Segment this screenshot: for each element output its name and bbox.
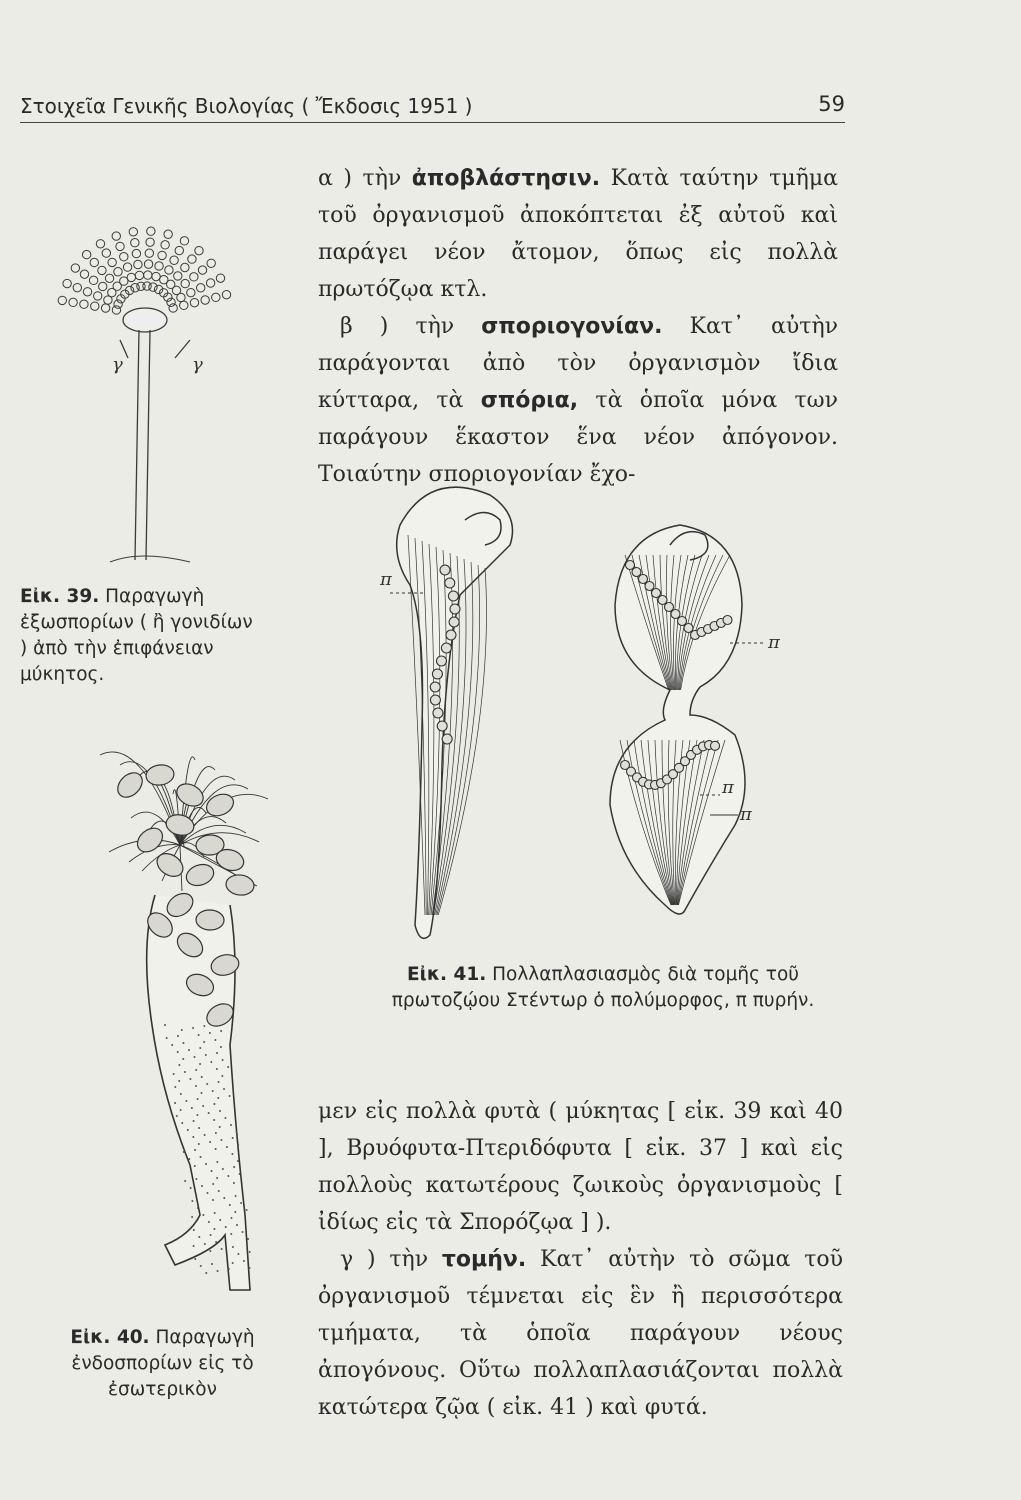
label-gamma-right: γ (192, 354, 203, 375)
label-gamma-left: γ (112, 354, 123, 375)
label-pi-2: π (768, 632, 780, 653)
figure-41-stentor (370, 465, 810, 955)
term-sporiogonia: σποριογονίαν. (481, 314, 663, 339)
running-title: Στοιχεῖα Γενικῆς Βιολογίας ( Ἔκδοσις 1951 ) (20, 94, 473, 118)
fig-40-number: Εἰκ. 40. (70, 1327, 150, 1348)
fig-39-caption-text: Παραγωγὴ ἐξωσπορίων ( ἢ γονιδίων ) ἀπὸ τὴν ἐπιφάνειαν μύκητος. (20, 586, 253, 685)
beta-text-2: τὰ ὁποῖα μόνα των παράγουν ἕκαστον ἕνα νέον ἀπόγονον. Τοιαύτην σποριογονίαν ἔχο- (318, 388, 838, 487)
term-apoblastisis: ἀποβλάστησιν. (411, 166, 601, 191)
alpha-text: Κατὰ ταύτην τμῆμα τοῦ ὀργανισμοῦ ἀποκόπτεται ἐξ αὐτοῦ καὶ παράγει νέον ἄτομον, ὅπως εἰς πολλὰ πρωτόζῳα κτλ. (318, 166, 838, 302)
caption-fig-41 (388, 962, 818, 1014)
beta-text-1: Κατ᾽ αὐτὴν παράγονται ἀπὸ τὸν ὀργανισμὸν ἴδια κύτταρα, τὰ (318, 314, 838, 413)
text-block-bottom (318, 1093, 843, 1426)
text-block-top (318, 160, 838, 493)
paragraph-alpha (318, 160, 838, 308)
gamma-prefix: γ ) τὴν (340, 1247, 442, 1272)
caption-fig-40 (20, 1325, 305, 1403)
caption-fig-39 (20, 584, 265, 688)
label-pi-4: π (740, 804, 752, 825)
fig-39-number: Εἰκ. 39. (20, 586, 100, 607)
page-header (20, 92, 845, 123)
term-sporia: σπόρια, (480, 388, 579, 413)
fig-41-number: Εἰκ. 41. (407, 964, 487, 985)
label-pi-1: π (380, 569, 392, 590)
term-tomi: τομήν. (441, 1247, 527, 1272)
alpha-prefix: α ) τὴν (318, 166, 412, 191)
label-pi-3: π (722, 777, 734, 798)
stentor-left-body (397, 487, 513, 938)
page-number: 59 (818, 92, 845, 116)
paragraph-gamma (318, 1241, 843, 1426)
paragraph-continuation: μεν εἰς πολλὰ φυτὰ ( μύκητας [ εἰκ. 39 καὶ 40 ], Βρυόφυτα-Πτεριδόφυτα [ εἰκ. 37 ] καὶ εἰς πολλοὺς κατωτέρους ζωικοὺς ὀργανισμοὺς [ ἰδίως εἰς τὰ Σπορόζῳα ] ). (318, 1099, 843, 1235)
figure-40-sporangium (40, 745, 280, 1305)
figure-39-fungus (40, 190, 240, 570)
beta-prefix: β ) τὴν (340, 314, 482, 339)
fig-41-caption-text: Πολλαπλασιασμὸς διὰ τομῆς τοῦ πρωτοζῴου Στέντωρ ὁ πολύμορφος, π πυρήν. (391, 964, 815, 1011)
gamma-text: Κατ᾽ αὐτὴν τὸ σῶμα τοῦ ὀργανισμοῦ τέμνεται εἰς ἓν ἢ περισσότερα τμήματα, τὰ ὁποῖα παράγουν νέους ἀπογόνους. Οὕτω πολλαπλασιάζονται πολλὰ κατώτερα ζῷα ( εἰκ. 41 ) καὶ φυτά. (318, 1247, 843, 1420)
fig-40-caption-text: Παραγωγὴ ἐνδοσπορίων εἰς τὸ ἐσωτερικὸν (71, 1327, 255, 1400)
